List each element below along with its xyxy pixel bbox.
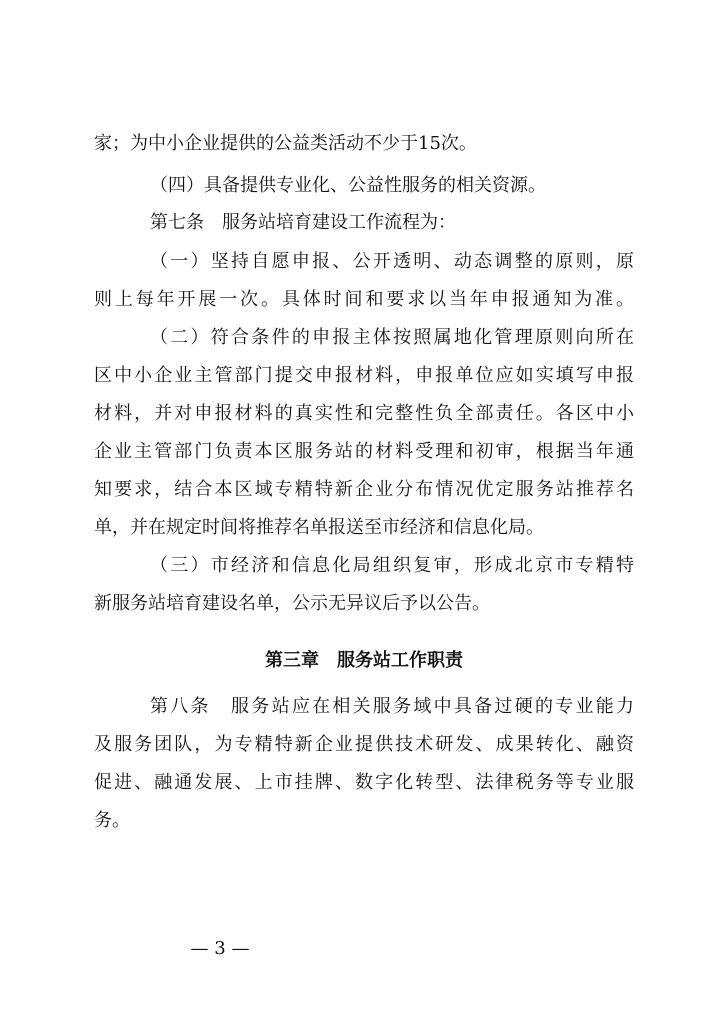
paragraph-line: 则上每年开展一次。具体时间和要求以当年申报通知为准。	[94, 289, 634, 310]
article-seven-heading: 第七条 服务站培育建设工作流程为：	[150, 212, 456, 233]
paragraph-line: 新服务站培育建设名单，公示无异议后予以公告。	[94, 593, 490, 614]
paragraph-line: 家；为中小企业提供的公益类活动不少于15次。	[94, 133, 477, 154]
paragraph-line: 单，并在规定时间将推荐名单报送至市经济和信息化局。	[94, 517, 544, 538]
paragraph-line: 材料，并对申报材料的真实性和完整性负全部责任。各区中小	[94, 403, 634, 424]
page-number: — 3 —	[190, 938, 250, 959]
paragraph-line: 区中小企业主管部门提交申报材料，申报单位应如实填写申报	[94, 365, 634, 386]
paragraph-line: （四）具备提供专业化、公益性服务的相关资源。	[150, 175, 546, 196]
paragraph-line: （一）坚持自愿申报、公开透明、动态调整的原则，原	[150, 251, 634, 272]
paragraph-line: 第八条 服务站应在相关服务域中具备过硬的专业能力	[150, 696, 634, 717]
paragraph-line: （三）市经济和信息化局组织复审，形成北京市专精特	[150, 555, 634, 576]
paragraph-line: 企业主管部门负责本区服务站的材料受理和初审，根据当年通	[94, 441, 634, 462]
paragraph-line: 知要求，结合本区域专精特新企业分布情况优定服务站推荐名	[94, 479, 634, 500]
paragraph-line: 务。	[94, 810, 130, 831]
paragraph-line: 及服务团队，为专精特新企业提供技术研发、成果转化、融资	[94, 734, 634, 755]
chapter-heading: 第三章 服务站工作职责	[265, 650, 463, 671]
paragraph-line: 促进、融通发展、上市挂牌、数字化转型、法律税务等专业服	[94, 772, 634, 793]
paragraph-line: （二）符合条件的申报主体按照属地化管理原则向所在	[150, 327, 634, 348]
